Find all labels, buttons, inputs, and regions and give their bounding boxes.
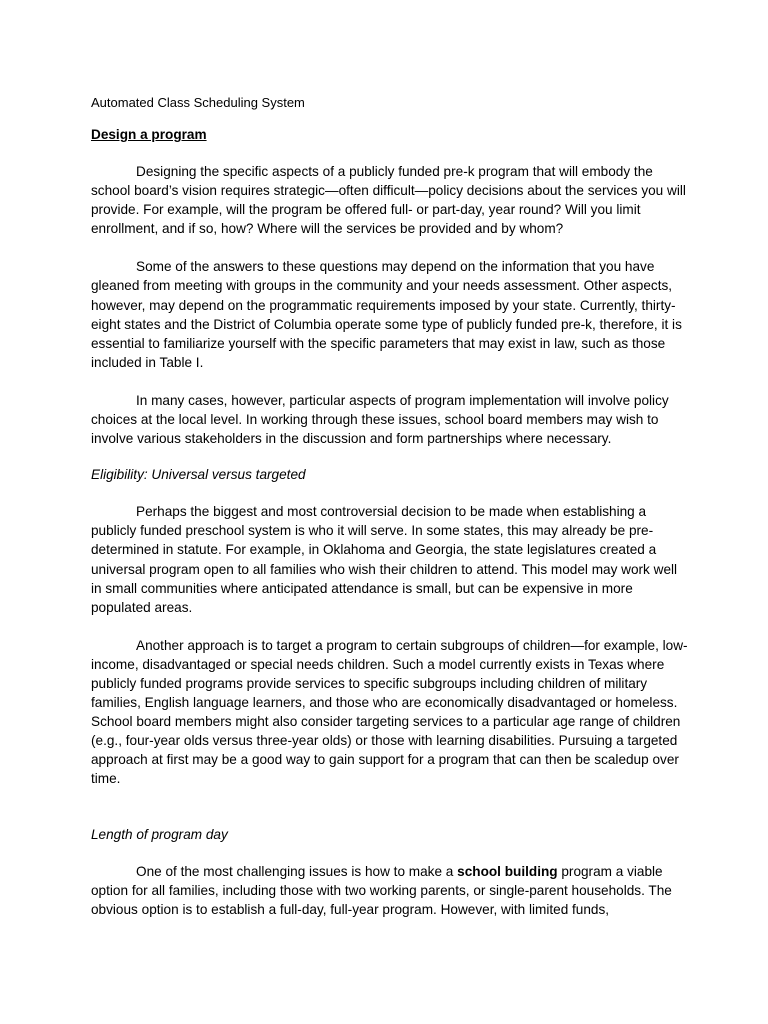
eligibility-paragraph-2: Another approach is to target a program to certain subgroups of children—for example, low-income, disadvantaged or special needs children. Such a model currently exists in Texas where publicly funded programs provide services to specific subgroups including children of military families, English language learners, and those who are economically disadvantaged or homeless. School board members might also consider targeting services to a particular age range of children (e.g., four-year olds versus three-year olds) or those with learning disabilities. Pursuing a targeted approach at first may be a good way to gain support for a program that can then be scaledup over time. bbox=[91, 637, 688, 787]
intro-paragraph-3: In many cases, however, particular aspects of program implementation will involve policy choices at the local level. In working through these issues, school board members may wish to involve various stakeholders in the discussion and form partnerships where necessary. bbox=[91, 392, 669, 447]
eligibility-heading: Eligibility: Universal versus targeted bbox=[91, 467, 306, 483]
section-heading-design-program: Design a program bbox=[91, 127, 207, 142]
document-body bbox=[91, 93, 691, 919]
intro-paragraph-2: Some of the answers to these questions may depend on the information that you have gleaned from meeting with groups in the community and your needs assessment. Other aspects, however, may depend on the programmatic requirements imposed by your state. Currently, thirty-eight states and the District of Columbia operate some type of publicly funded pre-k, therefore, it is essential to familiarize yourself with the specific parameters that may exist in law, such as those included in Table I. bbox=[91, 259, 682, 370]
document-title: Automated Class Scheduling System bbox=[91, 95, 305, 110]
length-paragraph-text-start: One of the most challenging issues is how to make a bbox=[136, 863, 458, 879]
eligibility-paragraph-1: Perhaps the biggest and most controversial decision to be made when establishing a publicly funded preschool system is who it will serve. In some states, this may already be pre-determined in statute. For example, in Oklahoma and Georgia, the state legislatures created a universal program open to all families who wish their children to attend. This model may work well in small communities where anticipated attendance is small, but can be expensive in more populated areas. bbox=[91, 504, 678, 615]
length-paragraph-text-end: program a viable option for all families, including those with two working parents, or single-parent households. The obvious option is to establish a full-day, full-year program. However, with limited funds, bbox=[91, 863, 672, 917]
length-heading: Length of program day bbox=[91, 826, 228, 842]
length-paragraph-1 bbox=[91, 862, 691, 919]
school-building-keyword: school building bbox=[457, 863, 558, 879]
intro-paragraph-1: Designing the specific aspects of a publicly funded pre-k program that will embody the school board’s vision requires strategic—often difficult—policy decisions about the services you will provide. For example, will the program be offered full- or part-day, year round? Will you limit enrollment, and if so, how? Where will the services be provided and by whom? bbox=[91, 164, 686, 237]
